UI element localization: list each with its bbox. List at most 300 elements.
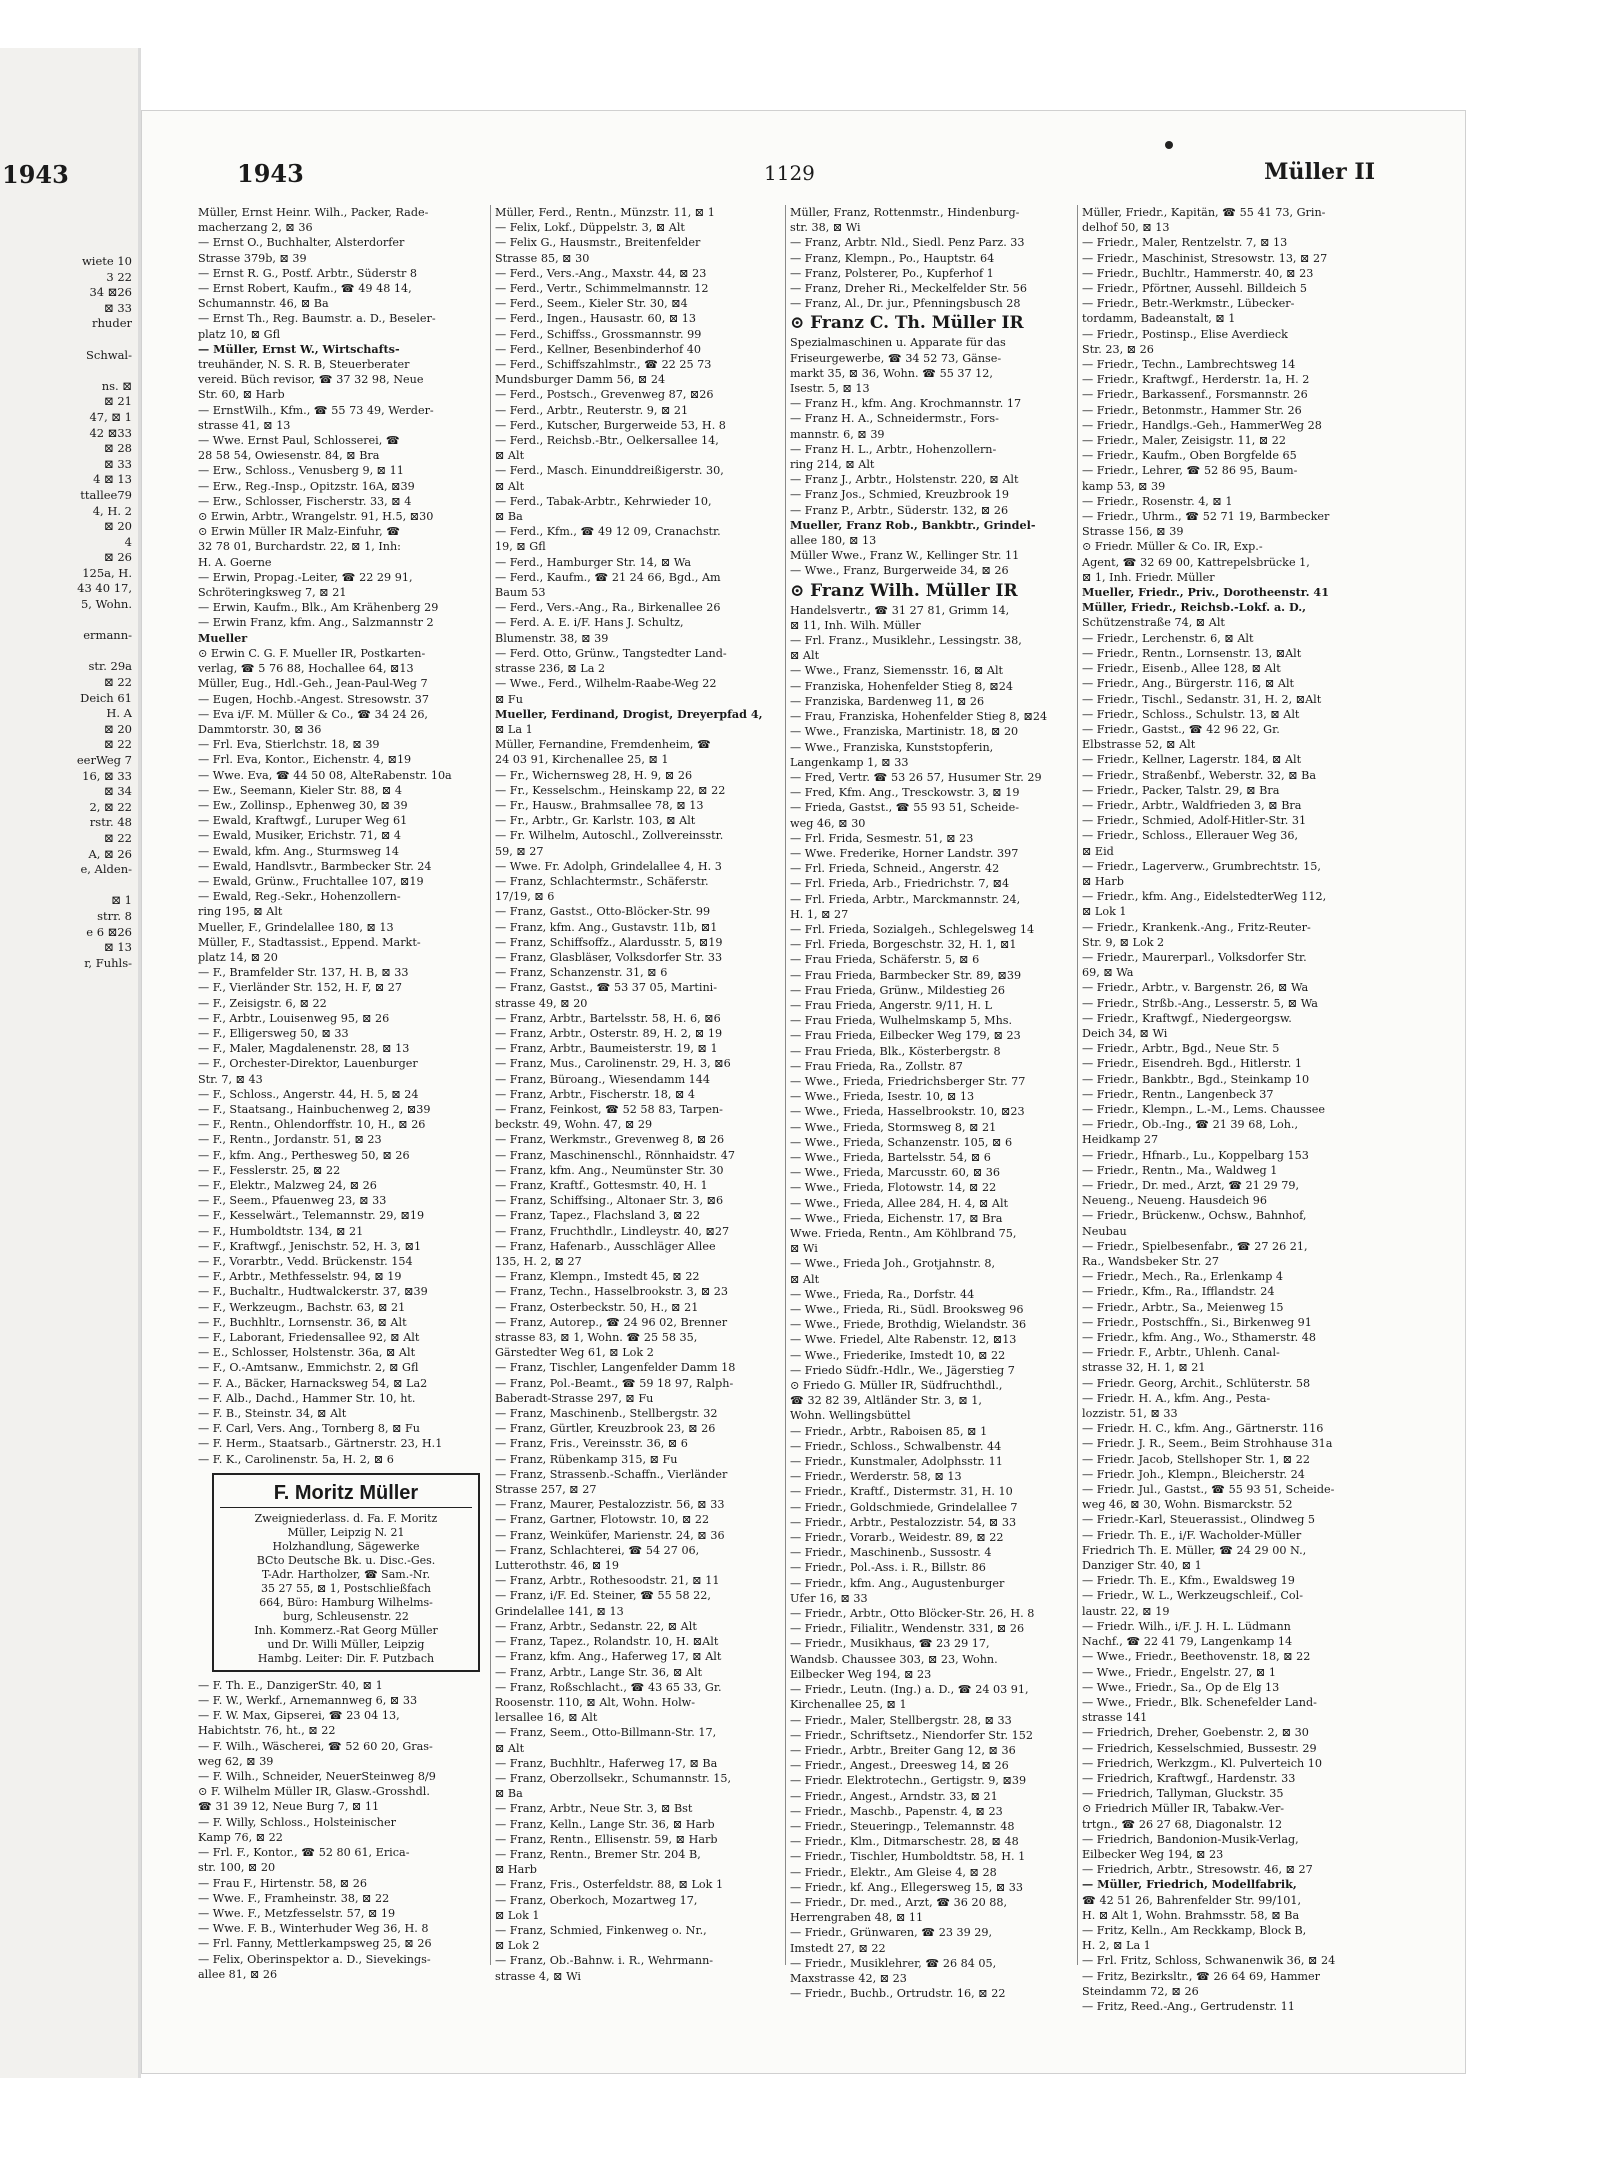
directory-entry: — Wwe. Eva, ☎ 44 50 08, AlteRabenstr. 10a	[198, 768, 452, 782]
directory-entry: — Franz, Arbtr. Nld., Siedl. Penz Parz. 33	[790, 236, 1025, 250]
directory-entry: ⊠ Ba	[495, 510, 523, 524]
directory-entry: — F. B., Steinstr. 34, ⊠ Alt	[198, 1407, 347, 1421]
directory-entry: 24 03 91, Kirchenallee 25, ⊠ 1	[495, 753, 669, 767]
directory-entry: — Wwe., Franziska, Kunststopferin,	[790, 740, 994, 754]
left-page-fragment: ⊠ 22	[104, 675, 132, 690]
directory-entry: Mundsburger Damm 56, ⊠ 24	[495, 373, 666, 387]
directory-entry: — Fr., Wichernsweg 28, H. 9, ⊠ 26	[495, 768, 693, 782]
directory-entry: — Friedr., Ob.-Ing., ☎ 21 39 68, Loh.,	[1082, 1118, 1299, 1132]
directory-entry: — Fred, Kfm. Ang., Tresckowstr. 3, ⊠ 19	[790, 786, 1020, 800]
page-header	[142, 159, 1465, 189]
directory-entry: — E., Schlosser, Holstenstr. 36a, ⊠ Alt	[198, 1346, 416, 1360]
left-page-fragment: rstr. 48	[89, 815, 132, 830]
directory-entry: — Franz, Maschinenb., Stellbergstr. 32	[495, 1407, 718, 1421]
ad-line: 35 27 55, ⊠ 1, Postschließfach	[261, 1581, 431, 1595]
left-page-fragment: Schwal-	[86, 347, 132, 362]
left-page-fragment	[2, 363, 132, 379]
directory-entry: — Friedr., Vorarb., Weidestr. 89, ⊠ 22	[790, 1531, 1004, 1545]
directory-entry: ⊠ Ba	[495, 1787, 523, 1801]
directory-entry: Mueller, Friedr., Priv., Dorotheenstr. 41	[1082, 585, 1329, 600]
directory-entry: ⊠ Harb	[495, 1863, 537, 1877]
directory-entry: — Frl. Frieda, Arbtr., Marckmannstr. 24,	[790, 892, 1021, 906]
directory-entry: — Frau Frieda, Wulhelmskamp 5, Mhs.	[790, 1014, 1013, 1028]
column-3	[790, 205, 1078, 2001]
directory-entry: — Ewald, Handlsvtr., Barmbecker Str. 24	[198, 859, 432, 873]
directory-entry: — Eugen, Hochb.-Angest. Stresowstr. 37	[198, 692, 429, 706]
directory-entry: Mueller, Franz Rob., Bankbtr., Grindel-	[790, 517, 1036, 532]
directory-entry: — Friedrich, Werkzgm., Kl. Pulverteich 10	[1082, 1756, 1322, 1770]
directory-entry: — Friedr., Packer, Talstr. 29, ⊠ Bra	[1082, 783, 1280, 797]
directory-entry: — Friedr., Gastst., ☎ 42 96 22, Gr.	[1082, 722, 1280, 736]
directory-entry: — Franz, Fruchthdlr., Lindleystr. 40, ⊠27	[495, 1224, 730, 1238]
directory-entry: — Friedr., Techn., Lambrechtsweg 14	[1082, 358, 1296, 372]
directory-entry: Agent, ☎ 32 69 00, Kattrepelsbrücke 1,	[1082, 555, 1310, 569]
left-page-fragment	[2, 878, 132, 894]
directory-entry: Wohn. Wellingsbüttel	[790, 1409, 911, 1423]
directory-entry: Herrengraben 48, ⊠ 11	[790, 1911, 924, 1925]
directory-entry: ⊠ Wi	[790, 1242, 818, 1256]
directory-entry: ⊠ Lok 1	[1082, 905, 1127, 919]
left-page-fragment: 5, Wohn.	[80, 597, 132, 612]
directory-entry: — Friedr., Mech., Ra., Erlenkamp 4	[1082, 1270, 1284, 1284]
directory-entry: — Ferd. Otto, Grünw., Tangstedter Land-	[495, 646, 727, 660]
directory-entry: ⊙ Franz C. Th. Müller IR	[790, 313, 1024, 334]
directory-entry: — Friedr., Maschinenb., Sussostr. 4	[790, 1546, 992, 1560]
left-page-fragment: e 6 ⊠26	[86, 924, 132, 939]
directory-entry: — Friedr.-Karl, Steuerassist., Olindweg 5	[1082, 1513, 1316, 1527]
directory-entry: Müller, Ferd., Rentn., Münzstr. 11, ⊠ 1	[495, 206, 715, 219]
directory-entry: — Friedr., Eisendreh. Bgd., Hitlerstr. 1	[1082, 1057, 1302, 1071]
directory-entry: — Erwin Franz, kfm. Ang., Salzmannstr 2	[198, 616, 434, 630]
directory-entry: — Franz, Techn., Hasselbrookstr. 3, ⊠ 23	[495, 1285, 729, 1299]
directory-entry: Mueller, F., Grindelallee 180, ⊠ 13	[198, 920, 394, 934]
directory-entry: — Franz, Roßschlacht., ☎ 43 65 33, Gr.	[495, 1680, 722, 1694]
directory-entry: weg 62, ⊠ 39	[198, 1754, 274, 1768]
directory-entry: — Friedr., Schloss., Schulstr. 13, ⊠ Alt	[1082, 707, 1300, 721]
directory-entry: — Ferd., Kaufm., ☎ 21 24 66, Bgd., Am	[495, 570, 721, 584]
left-page-fragment: 2, ⊠ 22	[89, 799, 132, 814]
directory-entry: — Fritz, Bezirksltr., ☎ 26 64 69, Hammer	[1082, 1969, 1321, 1983]
directory-entry: — Frau Frieda, Schäferstr. 5, ⊠ 6	[790, 953, 980, 967]
directory-entry: — Franz, Arbtr., Fischerstr. 18, ⊠ 4	[495, 1087, 695, 1101]
directory-entry: — Fr., Kesselschm., Heinskamp 22, ⊠ 22	[495, 783, 726, 797]
directory-entry: — Frl. Frida, Sesmestr. 51, ⊠ 23	[790, 831, 974, 845]
directory-entry: ⊙ Erwin C. G. F. Mueller IR, Postkarten-	[198, 646, 426, 660]
directory-entry: — Fr. Wilhelm, Autoschl., Zollvereinsstr.	[495, 829, 724, 843]
directory-entry: — Erwin, Propag.-Leiter, ☎ 22 29 91,	[198, 570, 413, 584]
directory-entry: ⊠ La 1	[495, 722, 533, 736]
directory-entry: — F. W. Max, Gipserei, ☎ 23 04 13,	[198, 1709, 400, 1723]
ad-line: BCto Deutsche Bk. u. Disc.-Ges.	[256, 1553, 436, 1567]
directory-entry: Baum 53	[495, 586, 546, 600]
column-rule	[490, 205, 491, 1965]
left-page-fragment: 47, ⊠ 1	[89, 409, 132, 424]
directory-entry: — Franz, Tapez., Rolandstr. 10, H. ⊠Alt	[495, 1635, 719, 1649]
directory-entry: — Frl. Frieda, Sozialgeh., Schlegelsweg 14	[790, 922, 1035, 936]
directory-entry: — Friedr., Kraftf., Distermstr. 31, H. 10	[790, 1485, 1013, 1499]
directory-entry: — Fritz, Kelln., Am Reckkamp, Block B,	[1082, 1923, 1307, 1937]
directory-entry: 69, ⊠ Wa	[1082, 966, 1134, 980]
directory-entry: — F., Humboldtstr. 134, ⊠ 21	[198, 1224, 364, 1238]
directory-entry: — Franz, Schanzenstr. 31, ⊠ 6	[495, 966, 668, 980]
directory-entry: — Franz, Gastst., Otto-Blöcker-Str. 99	[495, 905, 711, 919]
directory-entry: — Friedrich, Tallyman, Gluckstr. 35	[1082, 1787, 1284, 1801]
directory-entry: Grindelallee 141, ⊠ 13	[495, 1604, 624, 1618]
directory-entry: ⊠ Alt	[495, 1741, 525, 1755]
directory-entry: ⊠ Eid	[1082, 844, 1114, 858]
directory-entry: — Friedr., Tischl., Sedanstr. 31, H. 2, ⊠Alt	[1082, 692, 1322, 706]
directory-entry: — Friedr., Maler, Rentzelstr. 7, ⊠ 13	[1082, 236, 1288, 250]
directory-entry: — Ernst R. G., Postf. Arbtr., Süderstr 8	[198, 266, 418, 280]
directory-entry: Kirchenallee 25, ⊠ 1	[790, 1698, 907, 1712]
left-page-fragment: ⊠ 1	[111, 893, 132, 908]
directory-entry: — Franz, Arbtr., Neue Str. 3, ⊠ Bst	[495, 1802, 693, 1816]
directory-entry: — Frau F., Hirtenstr. 58, ⊠ 26	[198, 1876, 367, 1890]
left-page-fragment: Deich 61	[80, 690, 132, 705]
directory-entry: — F., Arbtr., Louisenweg 95, ⊠ 26	[198, 1011, 390, 1025]
directory-entry: Gärstedter Weg 61, ⊠ Lok 2	[495, 1346, 654, 1360]
directory-entry: — Wwe., Friedr., Blk. Schenefelder Land-	[1082, 1695, 1317, 1709]
directory-entry: — Franz, Ob.-Bahnw. i. R., Wehrmann-	[495, 1954, 714, 1968]
ad-line: und Dr. Willi Müller, Leipzig	[267, 1637, 425, 1651]
directory-entry: — Franz, Buchhltr., Haferweg 17, ⊠ Ba	[495, 1756, 718, 1770]
directory-entry: — Friedr., Pförtner, Aussehl. Billdeich 5	[1082, 282, 1308, 296]
directory-entry: — Wwe., Franz, Burgerweide 34, ⊠ 26	[790, 564, 1009, 578]
directory-entry: ⊠ Alt	[495, 449, 525, 463]
directory-entry: laustr. 22, ⊠ 19	[1082, 1604, 1170, 1618]
directory-entry: — Friedr., Maurerparl., Volksdorfer Str.	[1082, 950, 1307, 964]
directory-entry: — Friedr., Dr. med., Arzt, ☎ 21 29 79,	[1082, 1179, 1300, 1192]
directory-entry: Strasse 257, ⊠ 27	[495, 1483, 597, 1497]
directory-entry: Str. 9, ⊠ Lok 2	[1082, 935, 1165, 949]
directory-entry: — F., Werkzeugm., Bachstr. 63, ⊠ 21	[198, 1300, 406, 1314]
directory-entry: — Frl. Fanny, Mettlerkampsweg 25, ⊠ 26	[198, 1937, 432, 1951]
directory-entry: — Franz, kfm. Ang., Gustavstr. 11b, ⊠1	[495, 920, 718, 934]
directory-entry: — Franz, Strassenb.-Schaffn., Vierländer	[495, 1467, 728, 1481]
directory-entry: — F. Herm., Staatsarb., Gärtnerstr. 23, H.1	[198, 1437, 443, 1451]
directory-entry: — Franz, Schiffsing., Altonaer Str. 3, ⊠6	[495, 1194, 724, 1208]
directory-entry: — F., Arbtr., Methfesselstr. 94, ⊠ 19	[198, 1270, 402, 1284]
directory-entry: — Frau Frieda, Ra., Zollstr. 87	[790, 1059, 963, 1073]
directory-entry: — Friedr., Maschinist, Stresowstr. 13, ⊠ 27	[1082, 251, 1328, 265]
directory-entry: — Friedr., Buchb., Ortrudstr. 16, ⊠ 22	[790, 1987, 1006, 2001]
directory-entry: — Friedr., Goldschmiede, Grindelallee 7	[790, 1500, 1018, 1514]
directory-entry: — Friedr., Dr. med., Arzt, ☎ 36 20 88,	[790, 1895, 1008, 1909]
directory-entry: platz 10, ⊠ Gfl	[198, 327, 281, 341]
directory-entry: — Ferd., Tabak-Arbtr., Kehrwieder 10,	[495, 494, 712, 508]
directory-entry: Neubau	[1082, 1224, 1127, 1238]
directory-entry: — Franziska, Hohenfelder Stieg 8, ⊠24	[790, 679, 1013, 693]
directory-entry: — F., Maler, Magdalenenstr. 28, ⊠ 13	[198, 1042, 410, 1056]
directory-entry: Langenkamp 1, ⊠ 33	[790, 755, 909, 769]
directory-entry: — Wwe., Frieda, Schanzenstr. 105, ⊠ 6	[790, 1135, 1013, 1149]
directory-entry: — Franz, Schlachterei, ☎ 54 27 06,	[495, 1543, 700, 1557]
directory-entry: — Franz, Gastst., ☎ 53 37 05, Martini-	[495, 981, 718, 995]
directory-entry: — Friedr., Kfm., Ra., Ifflandstr. 24	[1082, 1285, 1275, 1299]
directory-entry: — Friedr., Postschffn., Si., Birkenweg 91	[1082, 1315, 1312, 1329]
directory-entry: — Franz, Feinkost, ☎ 52 58 83, Tarpen-	[495, 1102, 723, 1116]
directory-entry: Wwe. Frieda, Rentn., Am Köhlbrand 75,	[790, 1227, 1017, 1240]
directory-entry: strasse 141	[1082, 1711, 1148, 1725]
directory-entry: Müller, Ernst Heinr. Wilh., Packer, Rade-	[198, 206, 429, 219]
directory-entry: — Franz, Arbtr., Lange Str. 36, ⊠ Alt	[495, 1665, 703, 1679]
left-page-fragment: ⊠ 20	[104, 519, 132, 534]
directory-entry: — Friedrich, Kraftwgf., Hardenstr. 33	[1082, 1771, 1296, 1785]
directory-entry: — Frl. Franz., Musiklehr., Lessingstr. 38,	[790, 634, 1022, 648]
left-page-fragment: A, ⊠ 26	[88, 846, 132, 861]
directory-entry: Müller Wwe., Franz W., Kellinger Str. 11	[790, 549, 1020, 563]
directory-entry: — Friedr. Joh., Klempn., Bleicherstr. 24	[1082, 1467, 1305, 1481]
directory-entry: — Frau Frieda, Blk., Kösterbergstr. 8	[790, 1044, 1001, 1058]
directory-entry: — F. Alb., Dachd., Hammer Str. 10, ht.	[198, 1391, 416, 1405]
column-1	[198, 205, 486, 1981]
directory-entry: markt 35, ⊠ 36, Wohn. ☎ 55 37 12,	[790, 366, 993, 380]
directory-entry: ⊠ Harb	[1082, 874, 1124, 888]
directory-entry: — Erwin, Kaufm., Blk., Am Krähenberg 29	[198, 601, 439, 615]
left-page-fragment: 34 ⊠26	[89, 285, 132, 300]
directory-entry: macherzang 2, ⊠ 36	[198, 221, 313, 235]
directory-entry: — Friedrich, Kesselschmied, Bussestr. 29	[1082, 1741, 1317, 1755]
page-number: 1129	[764, 161, 815, 185]
directory-entry: Str. 60, ⊠ Harb	[198, 388, 285, 402]
directory-entry: — F., kfm. Ang., Perthesweg 50, ⊠ 26	[198, 1148, 410, 1162]
directory-entry: Schützenstraße 74, ⊠ Alt	[1082, 616, 1225, 630]
directory-entry: — Wwe. Friedel, Alte Rabenstr. 12, ⊠13	[790, 1333, 1017, 1347]
directory-entry: — Friedr., Steueringp., Telemannstr. 48	[790, 1819, 1015, 1833]
left-page-fragment: 42 ⊠33	[89, 425, 132, 440]
directory-entry: — Frl. Fritz, Schloss, Schwanenwik 36, ⊠ 24	[1082, 1954, 1336, 1968]
directory-entry: — Franz, Fris., Osterfeldstr. 88, ⊠ Lok 1	[495, 1878, 724, 1892]
directory-entry: — Franz, Gürtler, Kreuzbrook 23, ⊠ 26	[495, 1422, 716, 1436]
directory-entry: — F., Seem., Pfauenweg 23, ⊠ 33	[198, 1194, 387, 1208]
directory-entry: 17/19, ⊠ 6	[495, 890, 555, 904]
directory-entry: — Ferd., Arbtr., Reuterstr. 9, ⊠ 21	[495, 403, 689, 417]
directory-entry: ⊙ Franz Wilh. Müller IR	[790, 580, 1018, 601]
directory-entry: — Friedr., Straßenbf., Weberstr. 32, ⊠ Ba	[1082, 768, 1317, 782]
directory-entry: — Franz, Maschinenschl., Rönnhaidstr. 47	[495, 1148, 736, 1162]
directory-entry: Mueller	[198, 630, 248, 645]
directory-entry: Friseurgewerbe, ☎ 34 52 73, Gänse-	[790, 351, 1002, 365]
directory-entry: — Frau, Franziska, Hohenfelder Stieg 8, ⊠24	[790, 710, 1048, 724]
directory-entry: H. A. Goerne	[198, 555, 272, 569]
directory-entry: — Franz, Tischler, Langenfelder Damm 18	[495, 1361, 736, 1375]
left-page-fragment: ⊠ 22	[104, 737, 132, 752]
directory-entry: — Franz, Tapez., Flachsland 3, ⊠ 22	[495, 1209, 701, 1223]
directory-entry: platz 14, ⊠ 20	[198, 950, 278, 964]
directory-entry: — Friedr., Klempn., L.-M., Lems. Chaussee	[1082, 1102, 1325, 1116]
directory-entry: vereid. Büch revisor, ☎ 37 32 98, Neue	[198, 373, 424, 387]
directory-entry: — F. A., Bäcker, Harnacksweg 54, ⊠ La2	[198, 1376, 428, 1390]
directory-entry: Strasse 85, ⊠ 30	[495, 251, 590, 265]
left-page-fragment: rhuder	[92, 316, 132, 331]
directory-entry: ⊠ Alt	[790, 649, 820, 663]
directory-entry: — Wwe., Frieda, Allee 284, H. 4, ⊠ Alt	[790, 1196, 1009, 1210]
directory-entry: — Franz, i/F. Ed. Steiner, ☎ 55 58 22,	[495, 1589, 711, 1603]
ad-line: T-Adr. Hartholzer, ☎ Sam.-Nr.	[261, 1567, 431, 1581]
directory-entry: — F., Vierländer Str. 152, H. F, ⊠ 27	[198, 981, 403, 995]
column-4	[1082, 205, 1382, 2013]
directory-entry: — Friedr., Lagerverw., Grumbrechtstr. 15,	[1082, 859, 1321, 873]
directory-entry: — F. Wilh., Schneider, NeuerSteinweg 8/9	[198, 1770, 436, 1784]
left-page-fragment	[2, 644, 132, 660]
directory-entry: — Franz, Rentn., Ellisenstr. 59, ⊠ Harb	[495, 1832, 718, 1846]
directory-entry: — Friedr., Rentn., Ma., Waldweg 1	[1082, 1163, 1278, 1177]
directory-entry: 59, ⊠ 27	[495, 844, 544, 858]
left-page-fragment: 3 22	[106, 269, 132, 284]
directory-entry: — Franz, Oberzollsekr., Schumannstr. 15,	[495, 1771, 732, 1785]
directory-entry: Friedrich Th. E. Müller, ☎ 24 29 00 N.,	[1082, 1543, 1307, 1557]
directory-entry: allee 180, ⊠ 13	[790, 534, 877, 548]
directory-entry: — Friedr., Schloss., Ellerauer Weg 36,	[1082, 829, 1299, 843]
left-page-fragment: ⊠ 33	[104, 300, 132, 315]
directory-entry: — Friedr., Lehrer, ☎ 52 86 95, Baum-	[1082, 464, 1298, 478]
directory-entry: — Friedr., Pol.-Ass. i. R., Billstr. 86	[790, 1561, 986, 1575]
directory-entry: — Franz P., Arbtr., Süderstr. 132, ⊠ 26	[790, 503, 1009, 517]
directory-entry: 32 78 01, Burchardstr. 22, ⊠ 1, Inh:	[198, 540, 401, 554]
directory-entry: — F., Fesslerstr. 25, ⊠ 22	[198, 1163, 341, 1177]
left-page-fragment: e, Alden-	[80, 862, 132, 877]
directory-entry: — Wwe., Friede, Brothdig, Wielandstr. 36	[790, 1318, 1027, 1332]
directory-entry: mannstr. 6, ⊠ 39	[790, 427, 885, 441]
directory-entry: strasse 83, ⊠ 1, Wohn. ☎ 25 58 35,	[495, 1331, 698, 1345]
ad-line: Zweigniederlass. d. Fa. F. Moritz	[254, 1511, 438, 1525]
directory-entry: H. 2, ⊠ La 1	[1082, 1939, 1151, 1953]
directory-entry: strasse 41, ⊠ 13	[198, 418, 291, 432]
directory-entry: — Franz J., Arbtr., Holstenstr. 220, ⊠ Alt	[790, 473, 1019, 487]
directory-entry: verlag, ☎ 5 76 88, Hochallee 64, ⊠13	[198, 662, 414, 676]
column-rule	[785, 205, 786, 1965]
ad-line: Hambg. Leiter: Dir. F. Putzbach	[257, 1651, 435, 1665]
directory-entry: ⊙ Friedo G. Müller IR, Südfruchthdl.,	[790, 1379, 1003, 1393]
directory-entry: — Friedr., kfm. Ang., EidelstedterWeg 112,	[1082, 890, 1327, 904]
directory-entry: — F., Elligersweg 50, ⊠ 33	[198, 1026, 349, 1040]
directory-entry: Müller, Eug., Hdl.-Geh., Jean-Paul-Weg 7	[198, 677, 428, 691]
directory-entry: — Ferd., Kellner, Besenbinderhof 40	[495, 342, 701, 356]
left-page-fragment: wiete 10	[81, 254, 132, 268]
directory-entry: — Franz, Hafenarb., Ausschläger Allee	[495, 1239, 716, 1253]
left-page-fragment: H. A	[106, 706, 132, 721]
directory-entry: — Friedrich, Dreher, Goebenstr. 2, ⊠ 30	[1082, 1726, 1309, 1740]
directory-entry: — Friedr. H. A., kfm. Ang., Pesta-	[1082, 1391, 1271, 1405]
directory-entry: — Friedr., Schmied, Adolf-Hitler-Str. 31	[1082, 814, 1307, 828]
directory-entry: — Ewald, Kraftwgf., Luruper Weg 61	[198, 814, 408, 828]
directory-entry: ⊠ 1, Inh. Friedr. Müller	[1082, 570, 1215, 584]
directory-entry: Deich 34, ⊠ Wi	[1082, 1026, 1168, 1040]
directory-entry: — Wwe., Frieda, Stormsweg 8, ⊠ 21	[790, 1120, 997, 1134]
directory-entry: Müller, Friedr., Kapitän, ☎ 55 41 73, Grin-	[1082, 206, 1326, 219]
directory-entry: Müller, Friedr., Reichsb.-Lokf. a. D.,	[1082, 600, 1307, 615]
directory-entry: Roosenstr. 110, ⊠ Alt, Wohn. Holw-	[495, 1695, 696, 1709]
directory-entry: — Franz, Polsterer, Po., Kupferhof 1	[790, 266, 994, 280]
directory-entry: Schröteringksweg 7, ⊠ 21	[198, 586, 347, 600]
directory-entry: — Friedr., Elektr., Am Gleise 4, ⊠ 28	[790, 1865, 997, 1879]
directory-entry: Str. 7, ⊠ 43	[198, 1072, 263, 1086]
directory-entry: — Wwe., Friedr., Beethovenstr. 18, ⊠ 22	[1082, 1650, 1311, 1664]
directory-entry: — Friedr., Tischler, Humboldtstr. 58, H. 1	[790, 1850, 1026, 1864]
directory-entry: — Franz, Oberkoch, Mozartweg 17,	[495, 1893, 698, 1907]
directory-entry: — F. Willy, Schloss., Holsteinischer	[198, 1815, 396, 1829]
left-page-fragment: 16, ⊠ 33	[82, 768, 132, 783]
directory-entry: Blumenstr. 38, ⊠ 39	[495, 631, 609, 645]
directory-entry: — Fred, Vertr. ☎ 53 26 57, Husumer Str. 29	[790, 770, 1042, 784]
directory-entry: — Friedr., Bankbtr., Bgd., Steinkamp 10	[1082, 1072, 1310, 1086]
directory-entry: — Franz, Arbtr., Sedanstr. 22, ⊠ Alt	[495, 1619, 697, 1633]
directory-entry: ☎ 32 82 39, Altländer Str. 3, ⊠ 1,	[790, 1394, 982, 1408]
directory-entry: — Friedo Südfr.-Hdlr., We., Jägerstieg 7	[790, 1363, 1015, 1377]
directory-entry: — Friedr., Arbtr., Raboisen 85, ⊠ 1	[790, 1424, 988, 1438]
directory-entry: — Franz, Mus., Carolinenstr. 29, H. 3, ⊠6	[495, 1057, 731, 1071]
directory-entry: — Friedr., Schloss., Schwalbenstr. 44	[790, 1439, 1002, 1453]
directory-entry: — Frl. Frieda, Arb., Friedrichstr. 7, ⊠4	[790, 877, 1010, 891]
directory-entry: — Frau Frieda, Angerstr. 9/11, H. L	[790, 998, 992, 1012]
directory-entry: lersallee 16, ⊠ Alt	[495, 1711, 598, 1725]
directory-entry: — F., Elektr., Malzweg 24, ⊠ 26	[198, 1179, 377, 1192]
directory-entry: — F. K., Carolinenstr. 5a, H. 2, ⊠ 6	[198, 1452, 394, 1466]
left-page-edge	[0, 48, 139, 2078]
directory-entry: — F., Rentn., Jordanstr. 51, ⊠ 23	[198, 1133, 382, 1147]
directory-entry: — Friedr. Jacob, Stellshoper Str. 1, ⊠ 22	[1082, 1452, 1310, 1466]
ad-title: F. Moritz Müller	[220, 1479, 472, 1508]
directory-entry: — Franz, kfm. Ang., Neumünster Str. 30	[495, 1163, 724, 1177]
ad-line: 664, Büro: Hamburg Wilhelms-	[259, 1595, 433, 1609]
directory-entry: — Ferd., Vertr., Schimmelmannstr. 12	[495, 282, 709, 296]
directory-entry: — Frl. Eva, Kontor., Eichenstr. 4, ⊠19	[198, 753, 412, 767]
directory-entry: — Franz, Pol.-Beamt., ☎ 59 18 97, Ralph-	[495, 1376, 734, 1390]
directory-entry: lozzistr. 51, ⊠ 33	[1082, 1407, 1178, 1421]
directory-entry: — Wwe., Frieda, Marcusstr. 60, ⊠ 36	[790, 1166, 1001, 1180]
directory-entry: Elbstrasse 52, ⊠ Alt	[1082, 738, 1196, 752]
directory-entry: trtgn., ☎ 26 27 68, Diagonalstr. 12	[1082, 1817, 1283, 1831]
ink-dot	[1165, 141, 1173, 149]
directory-entry: Str. 23, ⊠ 26	[1082, 342, 1154, 356]
directory-entry: — Franz, Seem., Otto-Billmann-Str. 17,	[495, 1726, 717, 1740]
left-page-fragment: ttallee79	[80, 487, 132, 502]
directory-entry: Handelsvertr., ☎ 31 27 81, Grimm 14,	[790, 603, 1010, 617]
directory-entry: strasse 236, ⊠ La 2	[495, 662, 606, 676]
directory-entry: — Felix, Oberinspektor a. D., Sievekings-	[198, 1952, 431, 1966]
directory-entry: — Wwe., Franziska, Martinistr. 18, ⊠ 20	[790, 725, 1019, 739]
directory-entry: — Friedr., kf. Ang., Ellegersweg 15, ⊠ 33	[790, 1880, 1023, 1894]
directory-entry: — Franz, Werkmstr., Grevenweg 8, ⊠ 26	[495, 1133, 725, 1147]
directory-entry: — F., Buchaltr., Hudtwalckerstr. 37, ⊠39	[198, 1285, 428, 1299]
directory-entry: — Franz, Schmied, Finkenweg o. Nr.,	[495, 1923, 707, 1937]
directory-entry: — Friedr., Krankenk.-Ang., Fritz-Reuter-	[1082, 920, 1311, 934]
directory-entry: — Wwe., Ferd., Wilhelm-Raabe-Weg 22	[495, 677, 717, 691]
directory-entry: Danziger Str. 40, ⊠ 1	[1082, 1559, 1202, 1573]
directory-entry: — Friedr., Maler, Zeisigstr. 11, ⊠ 22	[1082, 434, 1286, 448]
directory-entry: treuhänder, N. S. R. B, Steuerberater	[198, 358, 410, 372]
directory-entry: — Wwe., Frieda, Flotowstr. 14, ⊠ 22	[790, 1181, 997, 1195]
directory-entry: — Wwe., Frieda, Hasselbrookstr. 10, ⊠23	[790, 1105, 1025, 1119]
directory-entry: — Erw., Reg.-Insp., Opitzstr. 16A, ⊠39	[198, 479, 415, 493]
directory-entry: — Friedr. F., Arbtr., Uhlenh. Canal-	[1082, 1346, 1280, 1360]
directory-entry: — Ferd., Hamburger Str. 14, ⊠ Wa	[495, 555, 691, 569]
directory-entry: beckstr. 49, Wohn. 47, ⊠ 29	[495, 1118, 653, 1132]
directory-entry: — Franz, Autorep., ☎ 24 96 02, Brenner	[495, 1315, 728, 1329]
left-page-fragment: ⊠ 21	[104, 394, 132, 409]
directory-entry: — Friedr., Uhrm., ☎ 52 71 19, Barmbecker	[1082, 510, 1330, 524]
directory-entry: allee 81, ⊠ 26	[198, 1967, 278, 1981]
directory-entry: — Ferd., Kutscher, Burgerweide 53, H. 8	[495, 418, 726, 432]
directory-entry: — F. W., Werkf., Arnemannweg 6, ⊠ 33	[198, 1694, 418, 1708]
directory-entry: — Wwe., Frieda Joh., Grotjahnstr. 8,	[790, 1257, 996, 1271]
directory-entry: ☎ 42 51 26, Bahrenfelder Str. 99/101,	[1082, 1893, 1302, 1907]
directory-entry: — Frl. Eva, Stierlchstr. 18, ⊠ 39	[198, 738, 380, 752]
directory-entry: Baberadt-Strasse 297, ⊠ Fu	[495, 1391, 654, 1405]
directory-entry: Steindamm 72, ⊠ 26	[1082, 1984, 1199, 1998]
directory-entry: delhof 50, ⊠ 13	[1082, 221, 1170, 235]
directory-entry: Strasse 379b, ⊠ 39	[198, 251, 307, 265]
